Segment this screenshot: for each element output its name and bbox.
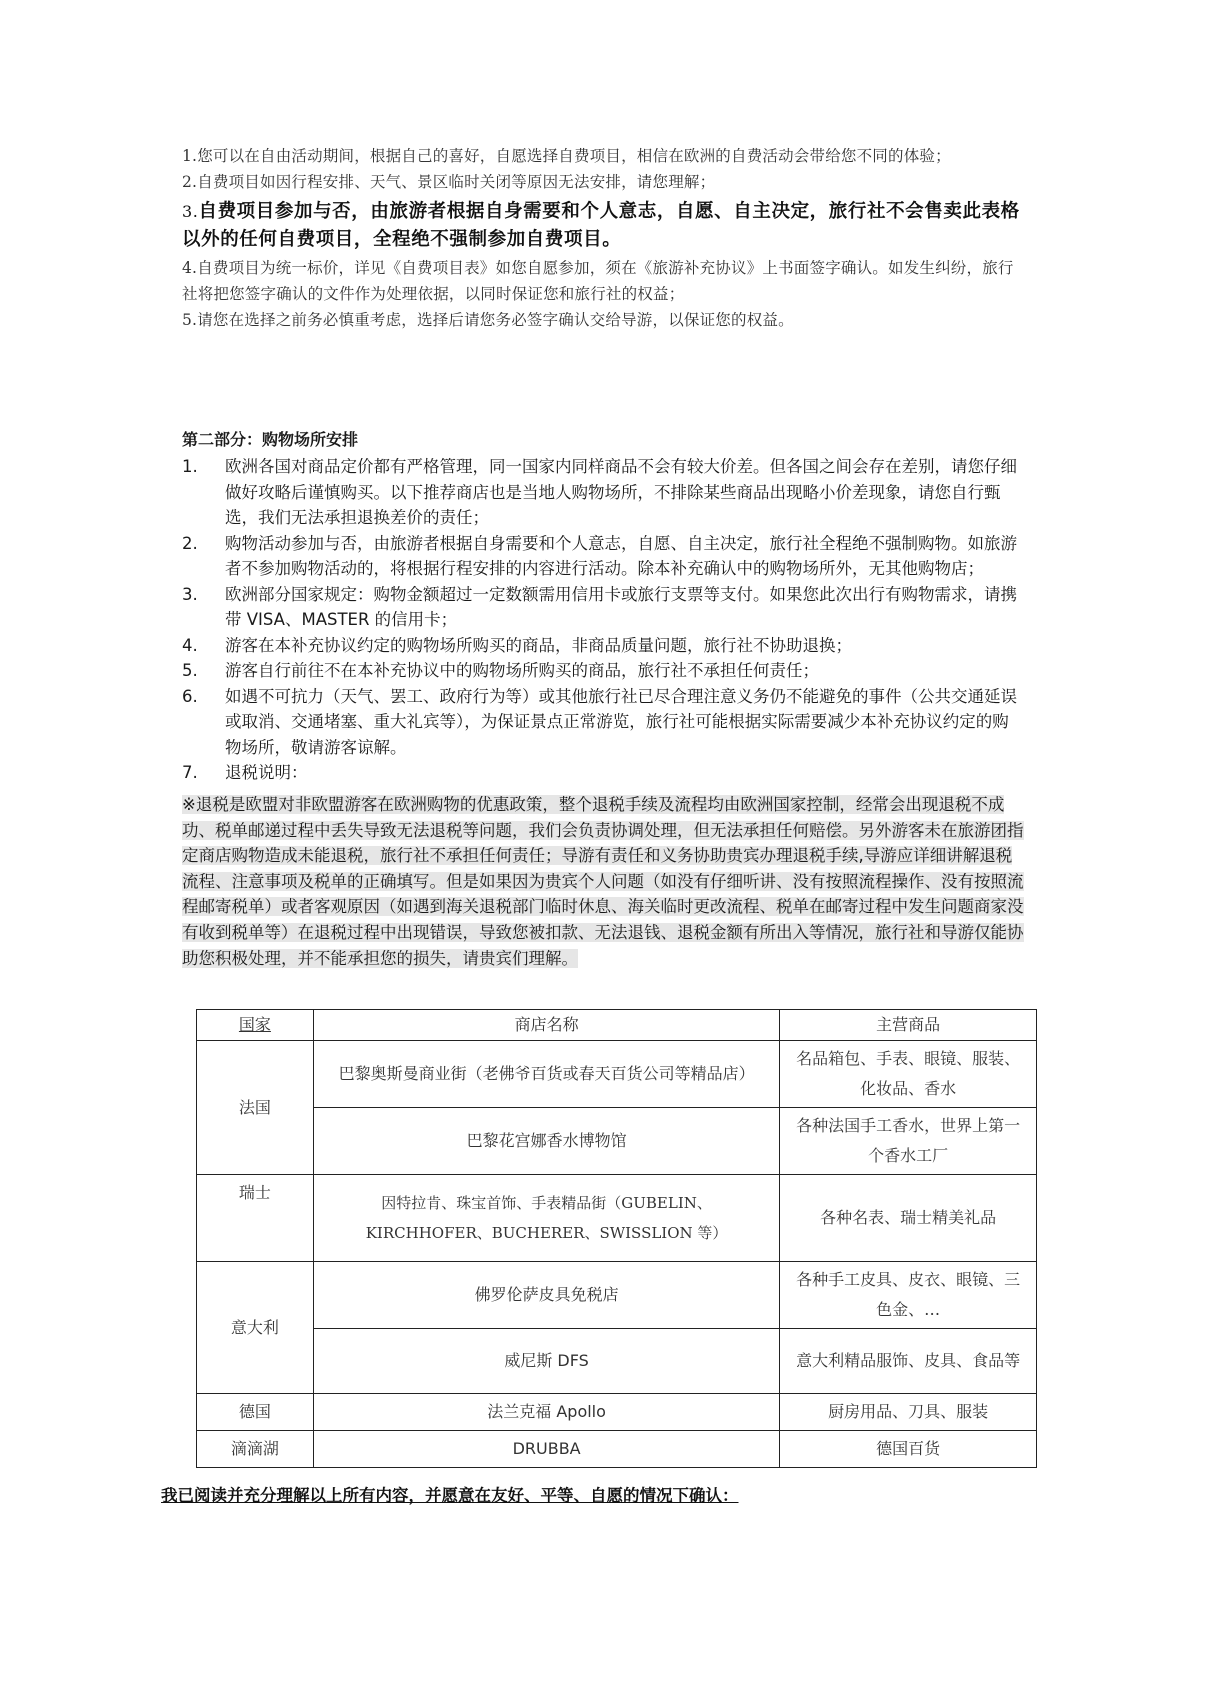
- list-item: [182, 684, 1024, 761]
- list-number: 5.: [182, 661, 198, 680]
- list-item: [182, 760, 1024, 786]
- table-row: [197, 1108, 1037, 1175]
- note-bold-text: 自费项目参加与否，由旅游者根据自身需要和个人意志，自愿、自主决定，旅行社不会售卖此表格以外的任何自费项目，全程绝不强制参加自费项目。: [182, 201, 1020, 250]
- list-item: [182, 582, 1024, 633]
- table-row: [197, 1041, 1037, 1108]
- shopping-rules-list: [182, 454, 1024, 786]
- list-number: 7.: [182, 763, 198, 782]
- shopping-section: [182, 427, 1024, 786]
- self-paid-notes: [182, 143, 1022, 333]
- tax-refund-note: [182, 792, 1024, 971]
- list-item: [182, 531, 1024, 582]
- shop-cell: 因特拉肯、珠宝首饰、手表精品街（GUBELIN、KIRCHHOFER、BUCHERER、SWISSLION 等）: [313, 1175, 779, 1262]
- list-text: 游客自行前往不在本补充协议中的购物场所购买的商品，旅行社不承担任何责任；: [225, 661, 819, 680]
- goods-cell: 各种法国手工香水，世界上第一个香水工厂: [780, 1108, 1037, 1175]
- shop-cell: 佛罗伦萨皮具免税店: [313, 1262, 779, 1329]
- goods-cell: 各种名表、瑞士精美礼品: [780, 1175, 1037, 1262]
- list-item: [182, 633, 1024, 659]
- shop-cell: 巴黎花宫娜香水博物馆: [313, 1108, 779, 1175]
- section-title: 第二部分：购物场所安排: [182, 430, 359, 449]
- confirmation-statement: 我已阅读并充分理解以上所有内容，并愿意在友好、平等、自愿的情况下确认：: [161, 1486, 739, 1505]
- list-number: 3.: [182, 584, 198, 604]
- shop-cell: 威尼斯 DFS: [313, 1329, 779, 1394]
- note-item: 1.您可以在自由活动期间，根据自己的喜好，自愿选择自费项目，相信在欧洲的自费活动会带给您不同的体验；: [182, 147, 951, 165]
- shop-table: [196, 1009, 1037, 1468]
- country-cell: 意大利: [197, 1262, 314, 1394]
- table-row: [197, 1394, 1037, 1431]
- country-cell: 法国: [197, 1041, 314, 1175]
- goods-cell: 各种手工皮具、皮衣、眼镜、三色金、…: [780, 1262, 1037, 1329]
- goods-cell: 意大利精品服饰、皮具、食品等: [780, 1329, 1037, 1394]
- note-number: 3.: [182, 202, 199, 221]
- table-row: [197, 1175, 1037, 1262]
- list-number: 6.: [182, 686, 198, 706]
- list-text: 如遇不可抗力（天气、罢工、政府行为等）或其他旅行社已尽合理注意义务仍不能避免的事件（公共交通延误或取消、交通堵塞、重大礼宾等），为保证景点正常游览，旅行社可能根据实际需要减少本补充协议约定的购物场所，敬请游客谅解。: [225, 686, 1017, 757]
- table-row: [197, 1431, 1037, 1468]
- col-header-shop: 商店名称: [313, 1010, 779, 1041]
- goods-cell: 厨房用品、刀具、服装: [780, 1394, 1037, 1431]
- tax-refund-text: ※退税是欧盟对非欧盟游客在欧洲购物的优惠政策，整个退税手续及流程均由欧洲国家控制，经常会出现退税不成功、税单邮递过程中丢失导致无法退税等问题，我们会负责协调处理，但无法承担任何赔偿。另外游客未在旅游团指定商店购物造成未能退税，旅行社不承担任何责任；导游有责任和义务协助贵宾办理退税手续,导游应详细讲解退税流程、注意事项及税单的正确填写。但是如果因为贵宾个人问题（如没有仔细听讲、没有按照流程操作、没有按照流程邮寄税单）或者客观原因（如遇到海关退税部门临时休息、海关临时更改流程、税单在邮寄过程中发生问题商家没有收到税单等）在退税过程中出现错误，导致您被扣款、无法退钱、退税金额有所出入等情况，旅行社和导游仅能协助您积极处理，并不能承担您的损失，请贵宾们理解。: [182, 795, 1024, 968]
- goods-cell: 名品箱包、手表、眼镜、服装、化妆品、香水: [780, 1041, 1037, 1108]
- country-cell: 瑞士: [197, 1175, 314, 1262]
- note-item: 2.自费项目如因行程安排、天气、景区临时关闭等原因无法安排，请您理解；: [182, 173, 716, 191]
- country-cell: 德国: [197, 1394, 314, 1431]
- col-header-country: 国家: [197, 1010, 314, 1041]
- list-number: 2.: [182, 533, 198, 553]
- list-item: [182, 658, 1024, 684]
- list-text: 退税说明：: [225, 763, 308, 782]
- list-item: [182, 454, 1024, 531]
- list-number: 1.: [182, 457, 198, 476]
- list-text: 欧洲部分国家规定：购物金额超过一定数额需用信用卡或旅行支票等支付。如果您此次出行有购物需求，请携带 VISA、MASTER 的信用卡；: [225, 584, 1017, 629]
- shop-cell: 法兰克福 Apollo: [313, 1394, 779, 1431]
- list-number: 4.: [182, 635, 198, 655]
- shop-cell: DRUBBA: [313, 1431, 779, 1468]
- list-text: 购物活动参加与否，由旅游者根据自身需要和个人意志，自愿、自主决定，旅行社全程绝不强制购物。如旅游者不参加购物活动的，将根据行程安排的内容进行活动。除本补充确认中的购物场所外，无其他购物店；: [225, 533, 1017, 578]
- table-row: [197, 1329, 1037, 1394]
- goods-cell: 德国百货: [780, 1431, 1037, 1468]
- shop-cell: 巴黎奥斯曼商业街（老佛爷百货或春天百货公司等精品店）: [313, 1041, 779, 1108]
- col-header-goods: 主营商品: [780, 1010, 1037, 1041]
- list-text: 欧洲各国对商品定价都有严格管理，同一国家内同样商品不会有较大价差。但各国之间会存在差别，请您仔细做好攻略后谨慎购买。以下推荐商店也是当地人购物场所，不排除某些商品出现略小价差现象，请您自行甄选，我们无法承担退换差价的责任；: [225, 457, 1017, 527]
- table-row: [197, 1262, 1037, 1329]
- note-item-bold: [182, 198, 1022, 254]
- note-item: 4.自费项目为统一标价，详见《自费项目表》如您自愿参加，须在《旅游补充协议》上书面签字确认。如发生纠纷，旅行社将把您签字确认的文件作为处理依据，以同时保证您和旅行社的权益；: [182, 259, 1014, 303]
- table-header-row: [197, 1010, 1037, 1041]
- country-cell: 滴滴湖: [197, 1431, 314, 1468]
- note-item: 5.请您在选择之前务必慎重考虑，选择后请您务必签字确认交给导游，以保证您的权益。: [182, 311, 794, 329]
- list-text: 游客在本补充协议约定的购物场所购买的商品，非商品质量问题，旅行社不协助退换；: [225, 635, 852, 655]
